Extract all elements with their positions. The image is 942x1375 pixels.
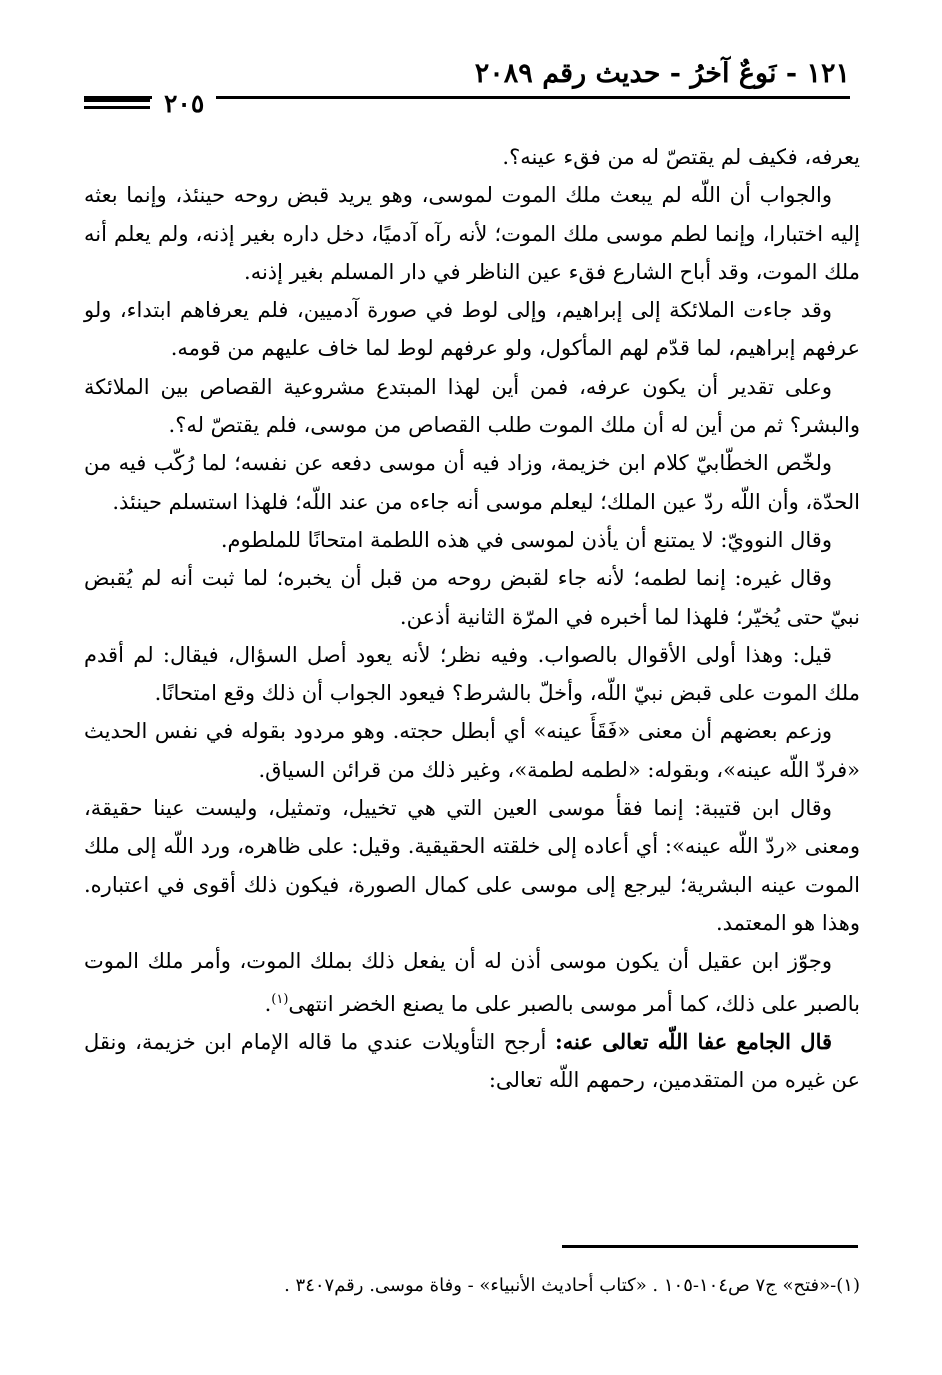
paragraph: وقال النوويّ: لا يمتنع أن يأذن لموسى في هذه اللطمة امتحانًا للملطوم. bbox=[220, 527, 832, 552]
compiler-note-lead: قال الجامع عفا اللّه تعالى عنه: bbox=[555, 1028, 833, 1054]
closing-paragraph bbox=[84, 1023, 860, 1100]
header-double-rule-bottom bbox=[84, 106, 150, 109]
paragraph: والجواب أن اللّه لم يبعث ملك الموت لموسى، وهو يريد قبض روحه حينئذ، وإنما بعثه إليه اختبارا، وإنما لطم موسى ملك الموت؛ لأنه رآه آدميًا، دخل داره بغير إذنه، ولم يعلم أنه ملك الموت، وقد أباح الشارع فقء عين الناظر في دار المسلم بغير إذنه. bbox=[84, 183, 860, 284]
paragraph: وقال ابن قتيبة: إنما فقأ موسى العين التي هي تخييل، وتمثيل، وليست عينا حقيقة، ومعنى «ردّ اللّه عينه»: أي أعاده إلى خلقته الحقيقية. وقيل: على ظاهره، ورد اللّه إلى ملك الموت عينه البشرية؛ ليرجع إلى موسى على كمال الصورة، فيكون ذلك أقوى في اعتباره. وهذا هو المعتمد. bbox=[84, 796, 860, 935]
paragraph-text: وجوّز ابن عقيل أن يكون موسى أذن له أن يفعل ذلك بملك الموت، وأمر ملك الموت بالصبر على ذلك، كما أمر موسى بالصبر على ما يصنع الخضر انتهى bbox=[84, 949, 860, 1016]
paragraph: ولخّص الخطّابيّ كلام ابن خزيمة، وزاد فيه أن موسى دفعه عن نفسه؛ لما رُكّب فيه من الحدّة، وأن اللّه ردّ عين الملك؛ ليعلم موسى أنه جاءه من عند اللّه؛ فلهذا استسلم حينئذ. bbox=[84, 451, 860, 514]
paragraph: وجوّز ابن عقيل أن يكون موسى أذن له أن يفعل ذلك بملك الموت، وأمر ملك الموت بالصبر على ذلك، كما أمر موسى بالصبر على ما يصنع الخضر انتهى$^{(١)}$. bbox=[84, 949, 860, 1016]
running-header: ١٢١ - نَوعٌ آخرُ - حديث رقم ٢٠٨٩ bbox=[474, 58, 850, 89]
paragraph: وعلى تقدير أن يكون عرفه، فمن أين لهذا المبتدع مشروعية القصاص بين الملائكة والبشر؟ ثم من أين له أن ملك الموت طلب القصاص من موسى، فلم يقتصّ له؟. bbox=[84, 374, 860, 438]
body-text bbox=[84, 138, 860, 1099]
page-number: ٢٠٥ bbox=[152, 89, 216, 118]
header-double-rule-top bbox=[84, 99, 150, 102]
paragraph: وقال غيره: إنما لطمه؛ لأنه جاء لقبض روحه من قبل أن يخبره؛ لما ثبت أنه لم يُقبض نبيّ حتى يُخيّر؛ فلهذا لما أخبره في المرّة الثانية أذعن. bbox=[84, 566, 860, 629]
paragraph: وزعم بعضهم أن معنى «فَقَأَ عينه» أي أبطل حجته. وهو مردود بقوله في نفس الحديث «فردّ اللّه عينه»، وبقوله: «لطمه لطمة»، وغير ذلك من قرائن السياق. bbox=[84, 719, 860, 782]
footnote: (١)-«فتح» ج٧ ص١٠٤-١٠٥ . «كتاب أحاديث الأنبياء» - وفاة موسى. رقم٣٤٠٧ . bbox=[284, 1275, 860, 1296]
paragraph: يعرفه، فكيف لم يقتصّ له من فقء عينه؟. bbox=[502, 145, 860, 169]
footnote-separator bbox=[562, 1245, 858, 1248]
paragraph: قيل: وهذا أولى الأقوال بالصواب. وفيه نظر؛ لأنه يعود أصل السؤال، فيقال: لم أقدم ملك الموت على قبض نبيّ اللّه، وأخلّ بالشرط؟ فيعود الجواب أن ذلك وقع امتحانًا. bbox=[84, 642, 860, 706]
footnote-reference[interactable]: (١) bbox=[271, 991, 289, 1007]
compiler-note-text: أرجح التأويلات عندي ما قاله الإمام ابن خزيمة، ونقل عن غيره من المتقدمين، رحمهم اللّه تعالى: bbox=[84, 1029, 860, 1093]
paragraph: وقد جاءت الملائكة إلى إبراهيم، وإلى لوط في صورة آدميين، فلم يعرفاهم ابتداء، ولو عرفهم إبراهيم، لما قدّم لهم المأكول، ولو عرفهم لوط لما خاف عليهم من قومه. bbox=[84, 298, 860, 361]
